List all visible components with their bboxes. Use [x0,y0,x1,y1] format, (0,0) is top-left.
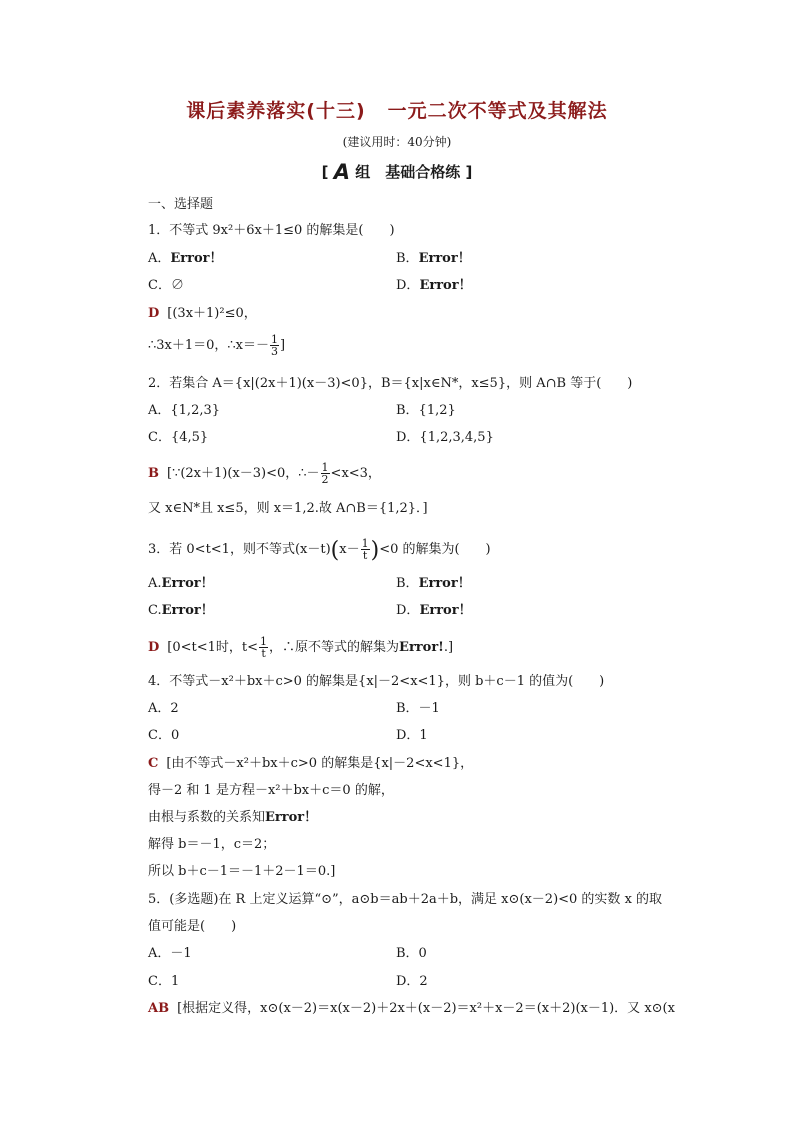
q1-solution-line1: D [(3x＋1)²≤0， [148,306,257,321]
q1-option-c: C．∅ [148,278,184,293]
q1-option-d: D．Error！ [396,278,472,293]
q1-answer: D [148,306,160,321]
page-title [0,96,794,123]
title-left: 课后素养落实(十三) [186,100,366,122]
q1-solution-line2: ∴3x＋1＝0，∴x＝－ $\frac{1}{3}$ ] [148,333,286,358]
q5-option-c: C．1 [148,974,180,989]
q3-stem: 3．若 0<t<1，则不等式(x－t)(x－ $\frac{1}{t}$ )<0 的解集为( ) [148,537,491,563]
q5-option-b: B．0 [396,946,427,961]
q2-option-d: D．{1,2,3,4,5} [396,430,494,445]
time-suggestion: (建议用时：40分钟) [342,135,452,149]
group-letter: A [333,160,350,184]
q3-option-a: A.Error！ [148,576,214,591]
q5-option-a: A．－1 [148,946,192,961]
q2-option-c: C．{4,5} [148,430,209,445]
q1-option-b: B．Error！ [396,251,471,266]
q2-option-a: A．{1,2,3} [148,403,221,418]
q5-stem-line2: 值可能是( ) [148,919,237,934]
q3-answer: D [148,640,160,655]
q4-stem: 4．不等式－x²＋bx＋c>0 的解集是{x|－2<x<1}，则 b＋c－1 的值为( ) [148,674,605,689]
group-header: [ A 组 基础合格练 ] [321,160,473,184]
q3-option-b: B．Error！ [396,576,471,591]
q1-stem: 1．不等式 9x²＋6x＋1≤0 的解集是( ) [148,223,395,238]
q3-solution: D [0<t<1时，t< $\frac{1}{t}$ ，∴原不等式的解集为Error!.] [148,635,454,660]
q5-stem-line1: 5．(多选题)在 R 上定义运算“⊙”，a⊙b＝ab＋2a＋b，满足 x⊙(x－2)<0 的实数 x 的取 [148,892,663,907]
q2-stem: 2．若集合 A＝{x|(2x＋1)(x－3)<0}，B＝{x|x∈N*，x≤5}，则 A∩B 等于( ) [148,376,633,391]
q4-solution-line2: 得－2 和 1 是方程－x²＋bx＋c＝0 的解， [148,783,394,798]
q5-answer: AB [148,1001,170,1016]
q4-option-d: D．1 [396,728,428,743]
q4-option-c: C．0 [148,728,180,743]
q4-option-b: B．－1 [396,701,440,716]
q4-solution-line5: 所以 b＋c－1＝－1＋2－1＝0.] [148,864,336,879]
q5-option-d: D．2 [396,974,428,989]
q4-solution-line3: 由根与系数的关系知Error！ [148,810,318,825]
q4-option-a: A．2 [148,701,179,716]
q5-solution-line1: AB [根据定义得，x⊙(x－2)＝x(x－2)＋2x＋(x－2)＝x²＋x－2＝(x＋2)(x－1)．又 x⊙(x [148,1001,675,1016]
q1-option-a: A．Error！ [148,251,223,266]
group-label: 组 基础合格练 [355,163,461,181]
q4-answer: C [148,756,159,771]
q4-solution-line4: 解得 b＝－1，c＝2； [148,837,276,852]
section-heading: 一、选择题 [148,197,214,212]
q3-option-c: C.Error！ [148,603,214,618]
q4-solution-line1: C [由不等式－x²＋bx＋c>0 的解集是{x|－2<x<1}， [148,756,474,771]
q2-answer: B [148,466,159,481]
title-right: 一元二次不等式及其解法 [387,100,608,122]
q2-solution-line2: 又 x∈N*且 x≤5，则 x＝1,2.故 A∩B＝{1,2}．] [148,501,428,516]
q2-option-b: B．{1,2} [396,403,456,418]
q2-solution-line1: B [∵(2x＋1)(x－3)<0，∴－ $\frac{1}{2}$ <x<3， [148,461,381,486]
q3-option-d: D．Error！ [396,603,472,618]
